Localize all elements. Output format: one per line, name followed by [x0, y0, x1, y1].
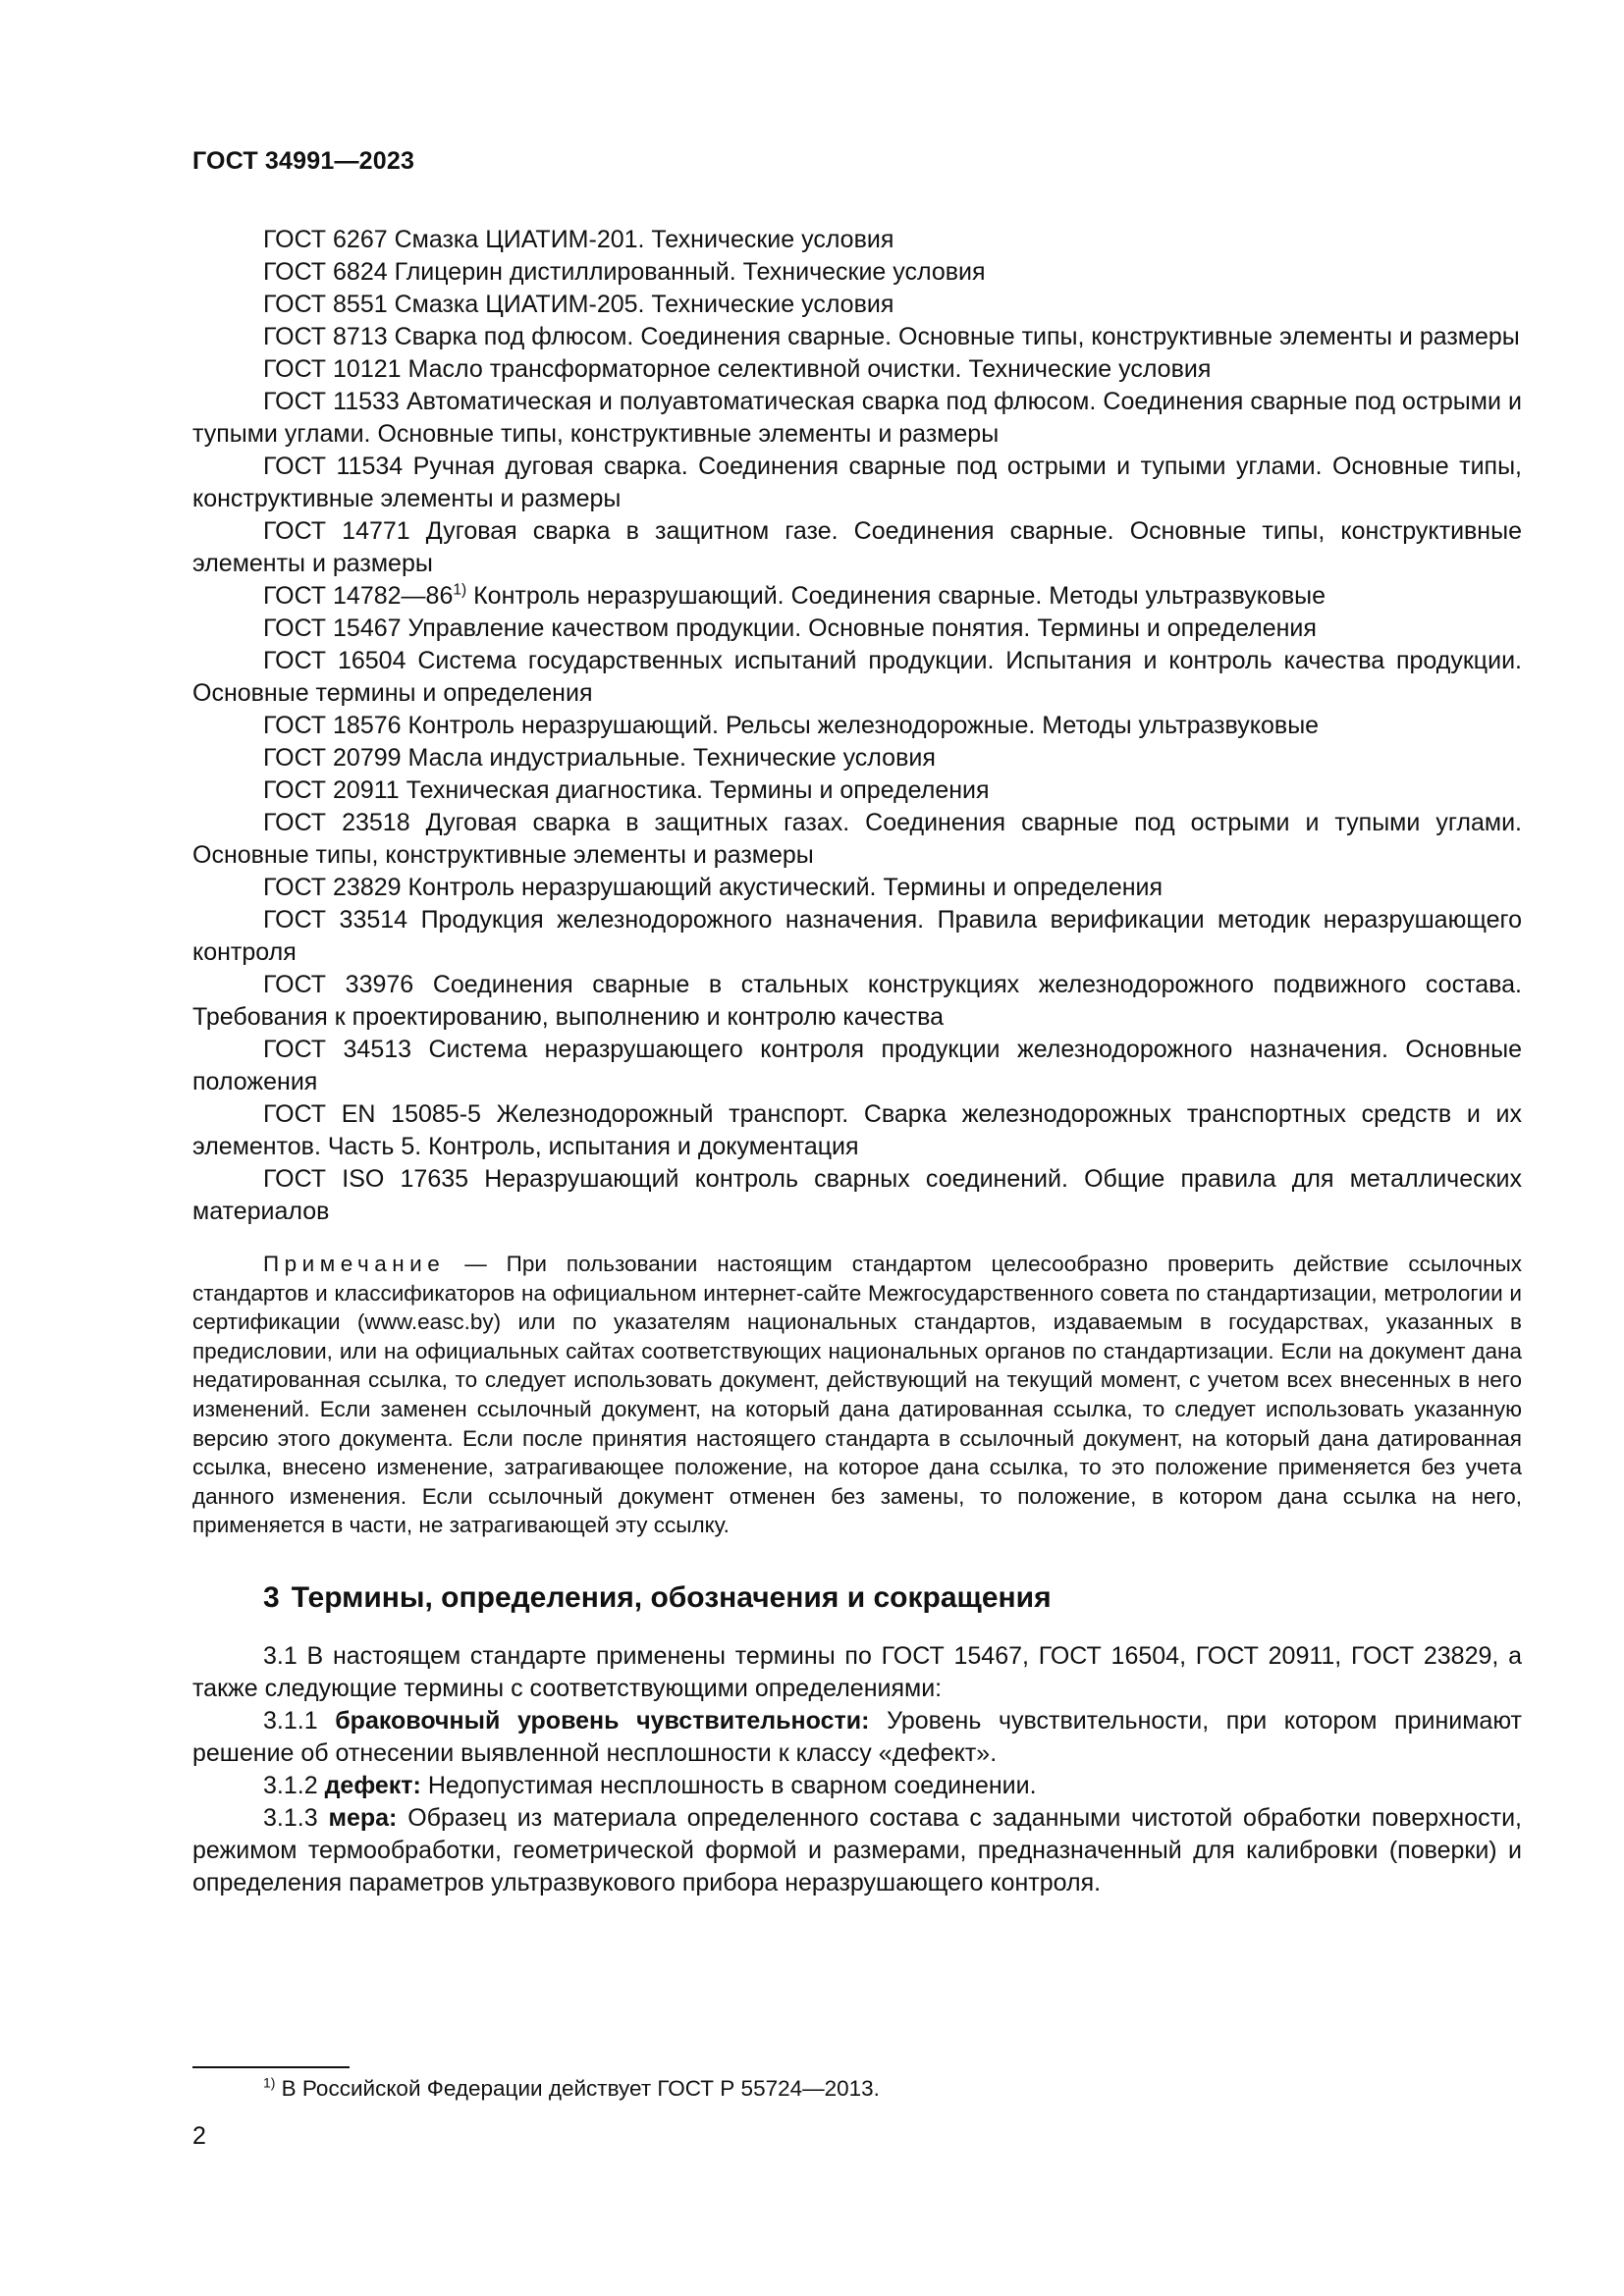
reference-item: ГОСТ 8713 Сварка под флюсом. Соединения сварные. Основные типы, конструктивные элементы и размеры: [263, 323, 1520, 350]
term-name: мера:: [328, 1803, 398, 1832]
reference-title: Контроль неразрушающий. Соединения сварные. Методы ультразвуковые: [466, 582, 1326, 610]
term-number: 3.1.1: [263, 1706, 336, 1735]
normative-references-list: [192, 224, 1522, 1228]
note-label: Примечание: [263, 1252, 446, 1276]
reference-item: ГОСТ 18576 Контроль неразрушающий. Рельсы железнодорожные. Методы ультразвуковые: [263, 712, 1320, 739]
term-definition-text: Образец из материала определенного состава с заданными чистотой обработки поверхности, режимом термообработки, геометрической формой и размерами, предназначенный для калибровки (поверки) и определения параметров ультразвукового прибора неразрушающего контроля.: [192, 1803, 1522, 1896]
reference-item: ГОСТ 20911 Техническая диагностика. Термины и определения: [263, 776, 990, 804]
footnote-mark: 1): [263, 2074, 276, 2091]
reference-item: ГОСТ 6824 Глицерин дистиллированный. Технические условия: [263, 258, 986, 286]
reference-item: ГОСТ 33976 Соединения сварные в стальных конструкциях железнодорожного подвижного состава. Требования к проектированию, выполнению и контролю качества: [192, 971, 1522, 1031]
note-text: — При пользовании настоящим стандартом целесообразно проверить действие ссылочных стандартов и классификаторов на официальном интернет-сайте Межгосударственного совета по стандартизации, метрологии и сертификации (www.easc.by) или по указателям национальных стандартов, издаваемым в государствах, указанных в предисловии, или на официальных сайтах соответствующих национальных органов по стандартизации. Если на документ дана недатированная ссылка, то следует использовать документ, действующий на текущий момент, с учетом всех внесенных в него изменений. Если заменен ссылочный документ, на который дана датированная ссылка, то следует использовать указанную версию этого документа. Если после принятия настоящего стандарта в ссылочный документ, на который дана датированная ссылка, внесено изменение, затрагивающее положение, на которое дана ссылка, то это положение применяется без учета данного изменения. Если ссылочный документ отменен без замены, то положение, в котором дана ссылка на него, применяется в части, не затрагивающей эту ссылку.: [192, 1252, 1522, 1538]
reference-item: ГОСТ 33514 Продукция железнодорожного назначения. Правила верификации методик неразрушающего контроля: [192, 906, 1522, 966]
term-name: браковочный уровень чувствительности:: [335, 1706, 870, 1735]
footnote-marker: 1): [453, 581, 467, 599]
reference-item: ГОСТ 34513 Система неразрушающего контроля продукции железнодорожного назначения. Основные положения: [192, 1036, 1522, 1095]
term-definition: [192, 1802, 1522, 1899]
reference-item: ГОСТ 10121 Масло трансформаторное селективной очистки. Технические условия: [263, 355, 1212, 383]
reference-item: ГОСТ 11533 Автоматическая и полуавтоматическая сварка под флюсом. Соединения сварные под острыми и тупыми углами. Основные типы, конструктивные элементы и размеры: [192, 388, 1522, 448]
footnote: [192, 2074, 1522, 2104]
reference-code: ГОСТ 14782—86: [263, 582, 454, 610]
section-heading: [192, 1581, 1522, 1615]
footnote-text: В Российской Федерации действует ГОСТ Р 55724—2013.: [275, 2076, 880, 2101]
reference-item: ГОСТ 20799 Масла индустриальные. Технические условия: [263, 744, 936, 772]
reference-item: ГОСТ 23518 Дуговая сварка в защитных газах. Соединения сварные под острыми и тупыми углами. Основные типы, конструктивные элементы и размеры: [192, 809, 1522, 869]
document-body: [192, 224, 1522, 1899]
references-note: [192, 1250, 1522, 1540]
term-name: дефект:: [324, 1771, 421, 1799]
reference-item: ГОСТ 11534 Ручная дуговая сварка. Соединения сварные под острыми и тупыми углами. Основные типы, конструктивные элементы и размеры: [192, 453, 1522, 512]
term-definition: [192, 1705, 1522, 1770]
term-number: 3.1.3: [263, 1803, 329, 1832]
reference-item: ГОСТ 6267 Смазка ЦИАТИМ-201. Технические условия: [263, 226, 894, 253]
footnote-divider: [192, 2066, 350, 2068]
document-header: ГОСТ 34991—2023: [192, 147, 415, 175]
reference-item: ГОСТ 15467 Управление качеством продукции. Основные понятия. Термины и определения: [263, 614, 1317, 642]
reference-item: ГОСТ 23829 Контроль неразрушающий акустический. Термины и определения: [263, 874, 1164, 901]
reference-item: ГОСТ 8551 Смазка ЦИАТИМ-205. Технические условия: [263, 291, 894, 318]
reference-item: ГОСТ EN 15085-5 Железнодорожный транспорт. Сварка железнодорожных транспортных средств и их элементов. Часть 5. Контроль, испытания и документация: [192, 1100, 1522, 1160]
term-number: 3.1.2: [263, 1771, 325, 1799]
page-number: 2: [192, 2122, 206, 2150]
clause-3-1: 3.1 В настоящем стандарте применены термины по ГОСТ 15467, ГОСТ 16504, ГОСТ 20911, ГОСТ 23829, а также следующие термины с соответствующими определениями:: [192, 1641, 1522, 1702]
section-number: 3: [263, 1580, 280, 1614]
reference-item: ГОСТ 14771 Дуговая сварка в защитном газе. Соединения сварные. Основные типы, конструктивные элементы и размеры: [192, 517, 1522, 577]
section-title: Термины, определения, обозначения и сокращения: [291, 1580, 1052, 1614]
reference-item: ГОСТ 16504 Система государственных испытаний продукции. Испытания и контроль качества продукции. Основные термины и определения: [192, 647, 1522, 707]
reference-item: ГОСТ ISO 17635 Неразрушающий контроль сварных соединений. Общие правила для металлических материалов: [192, 1165, 1522, 1225]
term-definition-text: Недопустимая несплошность в сварном соединении.: [420, 1771, 1037, 1799]
term-definition: [192, 1770, 1522, 1802]
term-definition-text: Уровень чувствительности, при котором принимают решение об отнесении выявленной несплошности к классу «дефект».: [192, 1706, 1522, 1767]
reference-item: [192, 580, 1522, 613]
